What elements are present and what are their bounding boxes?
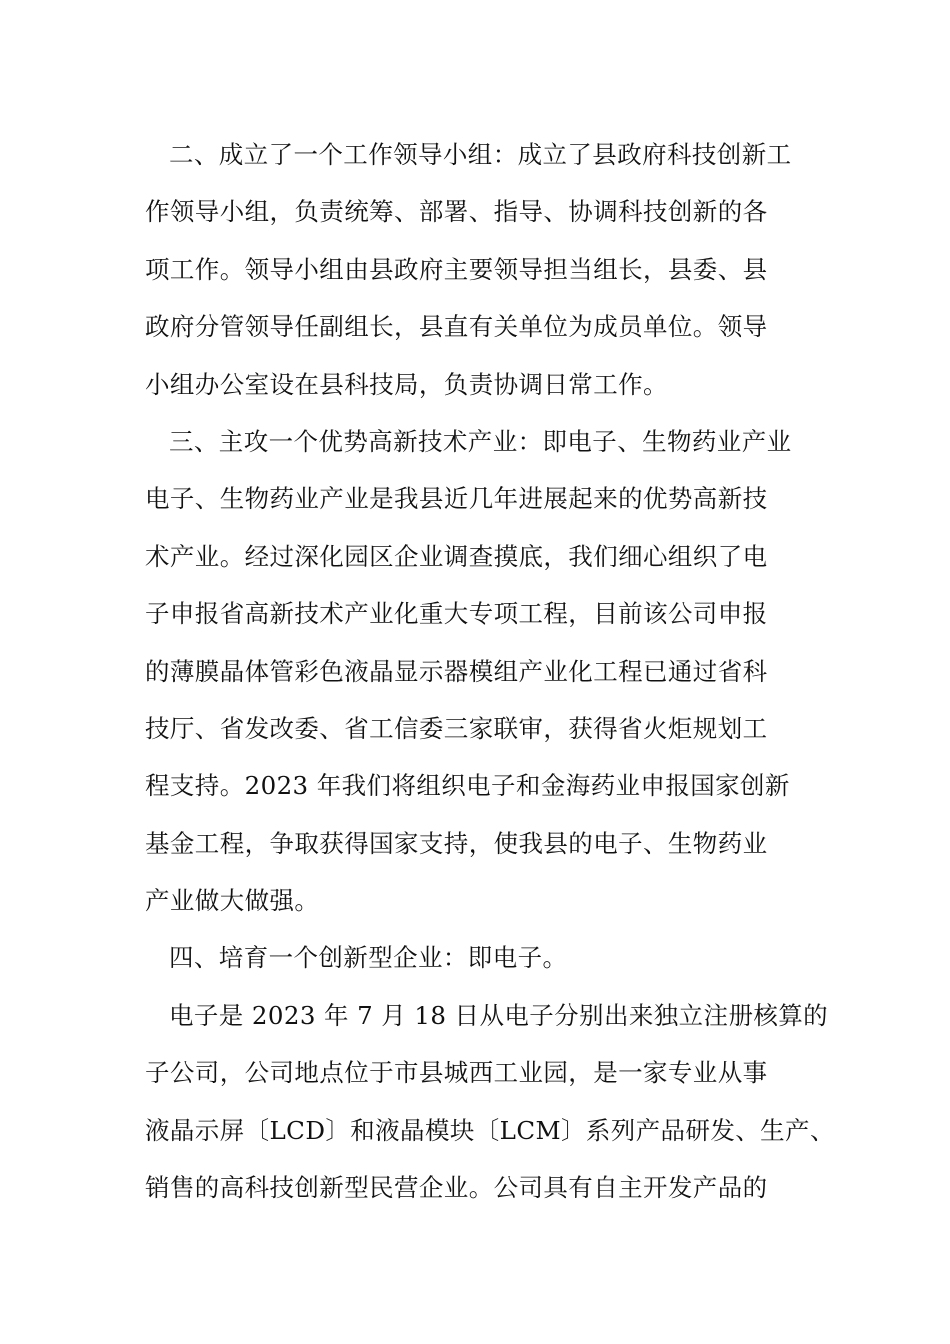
section-heading-4: 四、培育一个创新型企业：即电子。 [169,943,568,973]
section-heading-3: 三、主攻一个优势高新技术产业：即电子、生物药业产业 [169,426,792,456]
text-line: 项工作。领导小组由县政府主要领导担当组长，县委、县 [145,254,768,284]
text-line: 基金工程，争取获得国家支持，使我县的电子、生物药业 [145,828,768,858]
text-line: 程支持。2023 年我们将组织电子和金海药业申报国家创新 [145,771,790,801]
body-text [145,126,835,1216]
section-heading-2: 二、成立了一个工作领导小组：成立了县政府科技创新工 [169,140,792,169]
text-line: 作领导小组，负责统筹、部署、指导、协调科技创新的各 [145,197,768,227]
text-line: 术产业。经过深化园区企业调查摸底，我们细心组织了电 [145,541,768,571]
text-line: 政府分管领导任副组长，县直有关单位为成员单位。领导 [145,312,768,342]
text-line: 子公司，公司地点位于市县城西工业园，是一家专业从事 [145,1058,768,1088]
text-line: 销售的高科技创新型民营企业。公司具有自主开发产品的 [145,1173,768,1203]
text-line: 产业做大做强。 [145,886,320,916]
text-line: 液晶示屏〔LCD〕和液晶模块〔LCM〕系列产品研发、生产、 [145,1115,835,1145]
paragraph-start: 电子是 2023 年 7 月 18 日从电子分别出来独立注册核算的 [169,1000,829,1030]
text-line: 子申报省高新技术产业化重大专项工程，目前该公司申报 [145,599,768,629]
text-line: 技厅、省发改委、省工信委三家联审，获得省火炬规划工 [145,713,768,743]
text-line: 小组办公室设在县科技局，负责协调日常工作。 [145,369,668,399]
text-line: 电子、生物药业产业是我县近几年进展起来的优势高新技 [145,484,768,514]
text-line: 的薄膜晶体管彩色液晶显示器模组产业化工程已通过省科 [145,656,768,686]
